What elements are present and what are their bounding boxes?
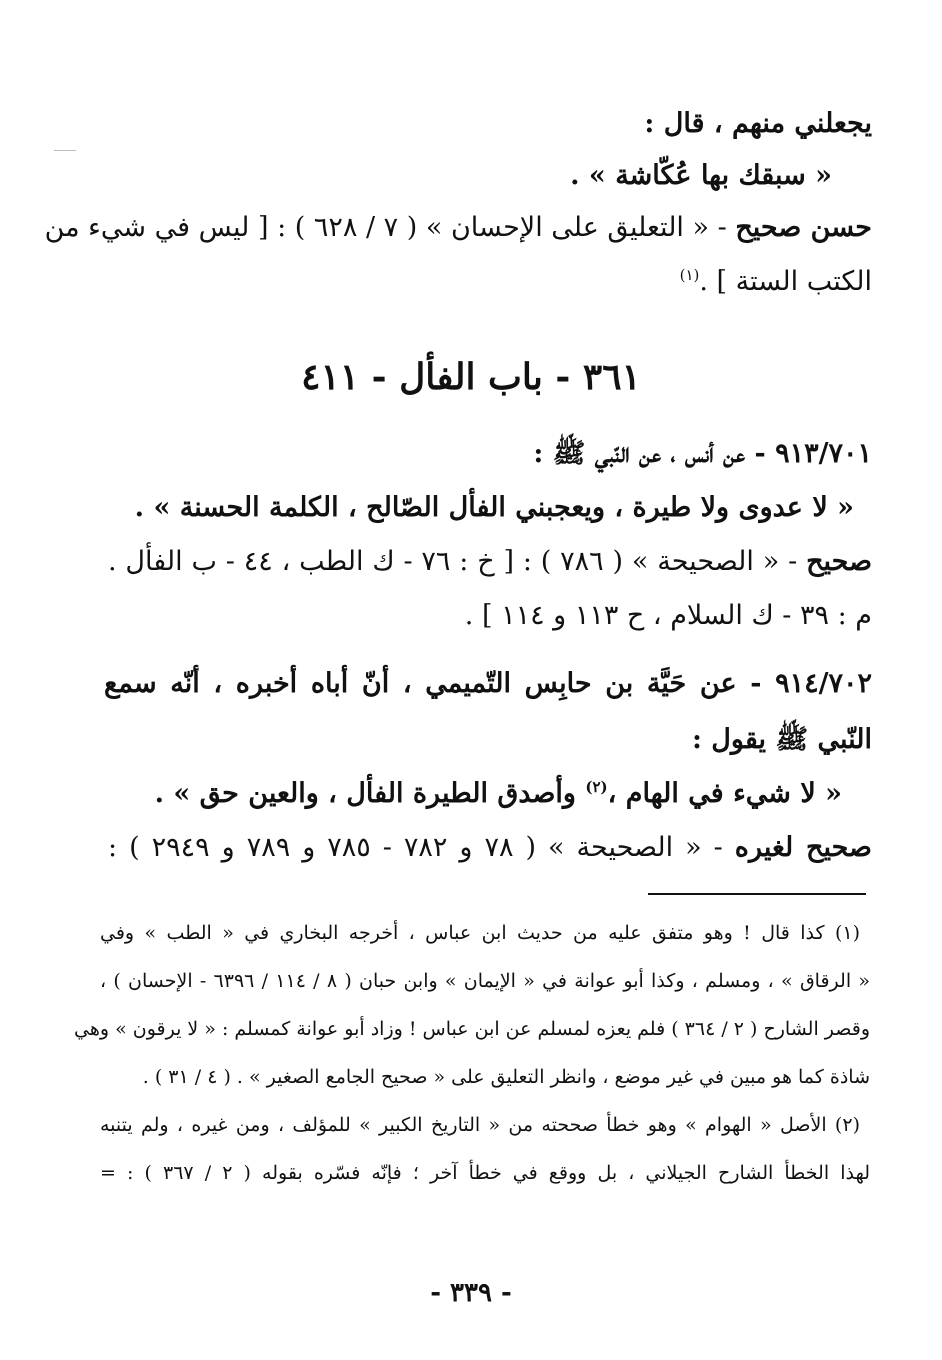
footnote-line-2: « الرقاق » ، ومسلم ، وكذا أبو عوانة في « الإيمان » وابن حبان ( ٨ / ١١٤ / ٦٣٩٦ - الإحسان ) ، — [100, 970, 870, 992]
page-number: - ٣٣٩ - — [430, 1278, 512, 1308]
hadith-702-grade — [108, 828, 872, 868]
footnote-line-1: (١) كذا قال ! وهو متفق عليه من حديث ابن عباس ، أخرجه البخاري في « الطب » وفي — [100, 922, 860, 944]
footnote-ref-1[interactable]: (١) — [679, 266, 700, 284]
grade-label: حسن صحيح — [735, 212, 872, 243]
grade-source: - « التعليق على الإحسان » ( ٧ / ٦٢٨ ) : [ ليس في شيء من — [44, 212, 736, 243]
chapter-heading: ٣٦١ - باب الفأل - ٤١١ — [301, 356, 641, 398]
hadith-701-matn: « لا عدوى ولا طيرة ، ويعجبني الفأل الصّالح ، الكلمة الحسنة » . — [134, 492, 854, 523]
footnote-line-3: وقصر الشارح ( ٢ / ٣٦٤ ) فلم يعزه لمسلم عن ابن عباس ! وزاد أبو عوانة كمسلم : « لا يرقون » وهي — [74, 1018, 870, 1040]
grade-line-1 — [44, 208, 872, 248]
hadith-702-matn-b: وأصدق الطيرة الفأل ، والعين حق » . — [154, 778, 586, 809]
footnote-ref-2[interactable]: (٢) — [585, 778, 608, 796]
hadith-701-takhrij: - « الصحيحة » ( ٧٨٦ ) : [ خ : ٧٦ - ك الطب ، ٤٤ - ب الفأل . — [108, 546, 807, 577]
hadith-702-intro-2: النّبي ﷺ يقول : — [691, 724, 872, 755]
margin-mark — [54, 150, 76, 151]
hadith-702-intro — [104, 664, 872, 704]
text-line-1: يجعلني منهم ، قال : — [644, 108, 872, 139]
hadith-701-grade — [108, 542, 872, 582]
hadith-702-matn — [110, 774, 842, 817]
hadith-701-takhrij-2: م : ٣٩ - ك السلام ، ح ١١٣ و ١١٤ ] . — [464, 600, 872, 631]
hadith-701-grade-label: صحيح — [806, 546, 872, 577]
footnote-line-4: شاذة كما هو مبين في غير موضع ، وانظر التعليق على « صحيح الجامع الصغير » . ( ٤ / ٣١ ) . — [142, 1066, 870, 1088]
hadith-701-isnad: - عن أنس ، عن النّبي ﷺ : — [533, 438, 776, 469]
hadith-702-grade-label: صحيح لغيره — [734, 832, 872, 863]
text-line-2: « سبقك بها عُكّاشة » . — [570, 160, 832, 191]
footnote-line-5: (٢) الأصل « الهوام » وهو خطأ صححته من « التاريخ الكبير » للمؤلف ، ومن غيره ، ولم يتنبه — [100, 1114, 860, 1136]
grade-line-2 — [110, 262, 872, 305]
footnote-line-6: لهذا الخطأ الشارح الجيلاني ، بل ووقع في خطأ آخر ؛ فإنّه فسّره بقوله ( ٢ / ٣٦٧ ) : = — [100, 1162, 870, 1184]
footnote-separator — [648, 893, 866, 895]
hadith-702-takhrij: - « الصحيحة » ( ٧٨ و ٧٨٢ - ٧٨٥ و ٧٨٩ و ٢٩٤٩ ) : — [108, 832, 735, 863]
hadith-702-isnad: - عن حَيَّة بن حابِس التّميمي ، أنّ أباه أخبره ، أنّه سمع — [104, 668, 776, 699]
hadith-702-matn-a: « لا شيء في الهام ، — [607, 778, 842, 809]
hadith-701-intro — [110, 434, 872, 474]
hadith-702-number: ٩١٤/٧٠٢ — [775, 668, 872, 699]
grade-continuation: الكتب الستة ] . — [699, 266, 872, 297]
hadith-701-number: ٩١٣/٧٠١ — [775, 438, 872, 469]
